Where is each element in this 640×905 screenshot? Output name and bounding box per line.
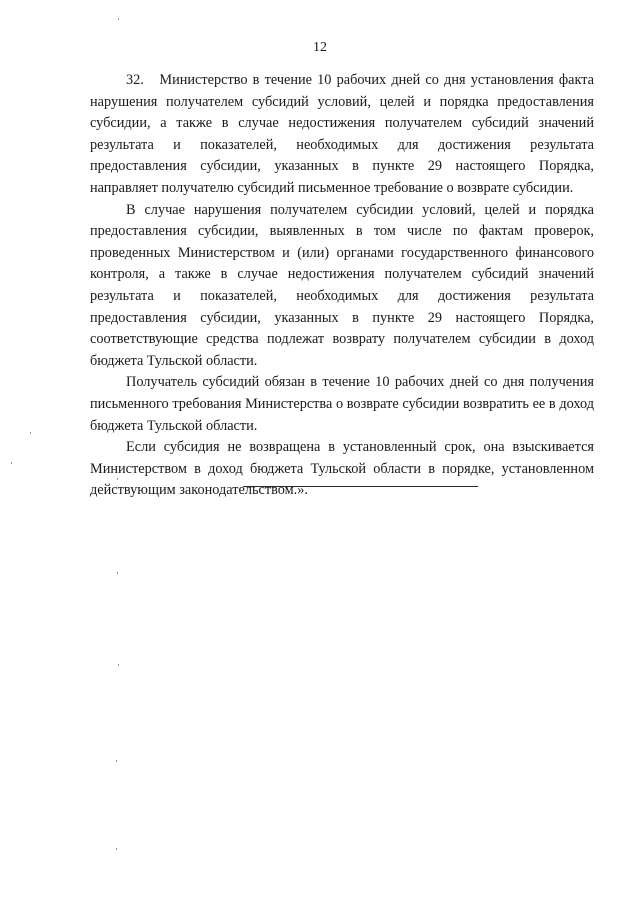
page-number: 12	[313, 40, 327, 55]
scan-speck	[116, 760, 117, 762]
scan-speck	[118, 18, 119, 20]
scan-speck	[30, 432, 31, 434]
scan-speck	[11, 462, 12, 464]
scan-speck	[117, 572, 118, 574]
paragraph-recipient-obligation: Получатель субсидий обязан в течение 10 рабочих дней со дня получения письменного требования Министерства о возврате субсидии возвратить ее в доход бюджета Тульской области.	[90, 374, 594, 434]
paragraph-violation-return: В случае нарушения получателем субсидии условий, целей и порядка предоставления субсидии, выявленных в том числе по фактам проверок, проведенных Министерством и (или) органами государственного финансового контроля, а также в случае недостижения получателем субсидий значений результата и показателей, необходимых для достижения результата предоставления субсидии, указанных в пункте 29 настоящего Порядка, соответствующие средства подлежат возврату получателем субсидии в доход бюджета Тульской области.	[90, 201, 594, 369]
paragraph-point-32: 32. Министерство в течение 10 рабочих дней со дня установления факта нарушения получателем субсидий условий, целей и порядка предоставления субсидии, а также в случае недостижения получателем субсидий значений результата и показателей, необходимых для достижения результата предоставления субсидии, указанных в пункте 29 настоящего Порядка, направляет получателю субсидий письменное требование о возврате субсидии.	[90, 72, 594, 196]
closing-separator-line	[243, 486, 478, 487]
scan-speck	[117, 478, 118, 480]
document-body	[90, 70, 594, 502]
scan-speck	[116, 848, 117, 850]
scan-speck	[118, 664, 119, 666]
paragraph-recovery: Если субсидия не возвращена в установленный срок, она взыскивается Министерством в доход бюджета Тульской области в порядке, установленном действующим законодательством.».	[90, 439, 594, 499]
